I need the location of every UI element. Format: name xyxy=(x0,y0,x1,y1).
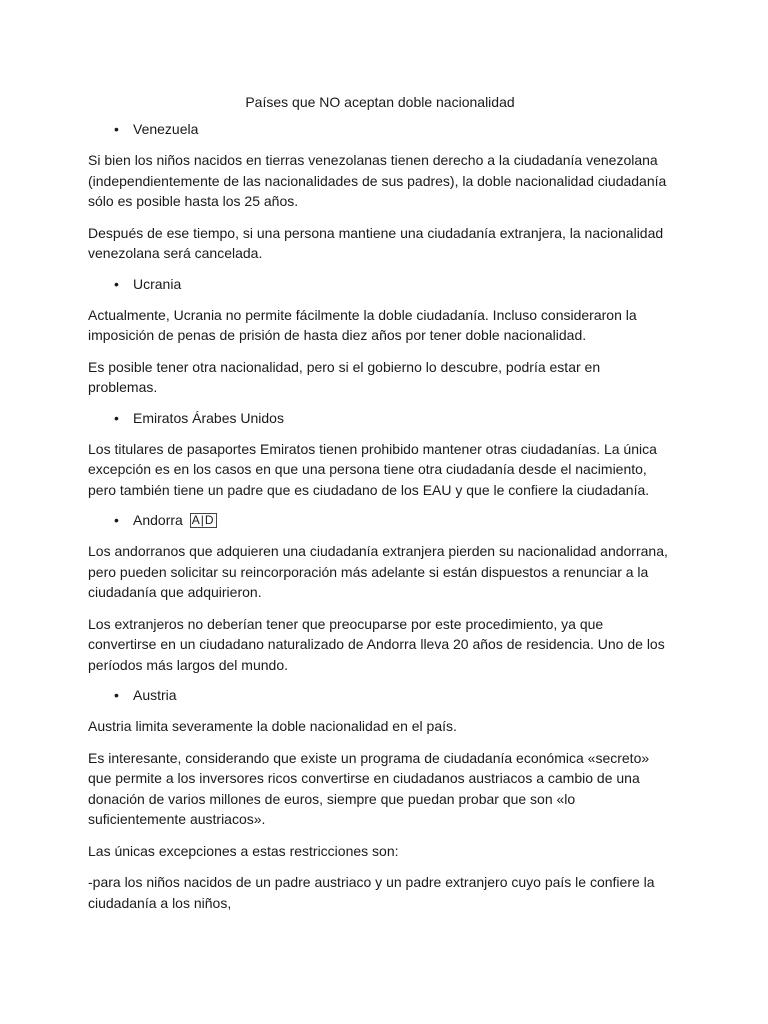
bullet-icon: • xyxy=(114,275,119,292)
section-heading-ucrania xyxy=(88,275,672,293)
section-heading-label: Andorra xyxy=(133,512,183,528)
bullet-icon: • xyxy=(114,687,119,703)
flag-glyph-icon: A|D xyxy=(191,513,215,527)
bullet-icon: • xyxy=(114,409,119,426)
paragraph: Los extranjeros no deberían tener que preocuparse por este procedimiento, ya que convertirse en un ciudadano naturalizado de Andorra lleva 20 años de residencia. Uno de los períodos más largos del mundo. xyxy=(88,615,665,673)
section-heading-emiratos xyxy=(88,409,672,427)
paragraph: Las únicas excepciones a estas restricciones son: xyxy=(88,842,399,859)
section-heading-venezuela xyxy=(88,120,672,138)
paragraph: Actualmente, Ucrania no permite fácilmente la doble ciudadanía. Incluso consideraron la imposición de penas de prisión de hasta diez años por tener doble nacionalidad. xyxy=(88,306,637,343)
bullet-icon: • xyxy=(114,121,119,137)
paragraph: Después de ese tiempo, si una persona mantiene una ciudadanía extranjera, la nacionalidad venezolana será cancelada. xyxy=(88,224,664,261)
paragraph: Si bien los niños nacidos en tierras venezolanas tienen derecho a la ciudadanía venezolana (independientemente de las nacionalidades de sus padres), la doble nacionalidad ciudadanía sólo es posible hasta los 25 años. xyxy=(88,152,667,209)
paragraph: Es posible tener otra nacionalidad, pero si el gobierno lo descubre, podría estar en problemas. xyxy=(88,358,601,395)
paragraph: Los andorranos que adquieren una ciudadanía extranjera pierden su nacionalidad andorrana, pero pueden solicitar su reincorporación más adelante si están dispuestos a renunciar a la ciudadanía que adquirieron. xyxy=(88,543,668,600)
section-heading-label: Austria xyxy=(133,687,177,703)
section-heading-label: Venezuela xyxy=(133,121,199,137)
paragraph: Es interesante, considerando que existe un programa de ciudadanía económica «secreto» que permite a los inversores ricos convertirse en ciudadanos austriacos a cambio de una donación de varios millones de euros, siempre que puedan probar que son «lo suficientemente austriacos». xyxy=(88,749,650,827)
paragraph: Austria limita severamente la doble nacionalidad en el país. xyxy=(88,718,457,734)
document-title: Países que NO aceptan doble nacionalidad xyxy=(245,94,515,110)
section-heading-andorra xyxy=(88,511,672,529)
section-heading-label: Ucrania xyxy=(133,275,182,292)
paragraph: -para los niños nacidos de un padre austriaco y un padre extranjero cuyo país le confiere la ciudadanía a los niños, xyxy=(88,874,655,911)
paragraph: Los titulares de pasaportes Emiratos tienen prohibido mantener otras ciudadanías. La única excepción es en los casos en que una persona tiene otra ciudadanía desde el nacimiento, pero también tiene un padre que es ciudadano de los EAU y que le confiere la ciudadanía. xyxy=(88,440,657,498)
section-heading-austria xyxy=(88,686,672,704)
section-heading-label: Emiratos Árabes Unidos xyxy=(133,409,284,426)
bullet-icon: • xyxy=(114,512,119,528)
